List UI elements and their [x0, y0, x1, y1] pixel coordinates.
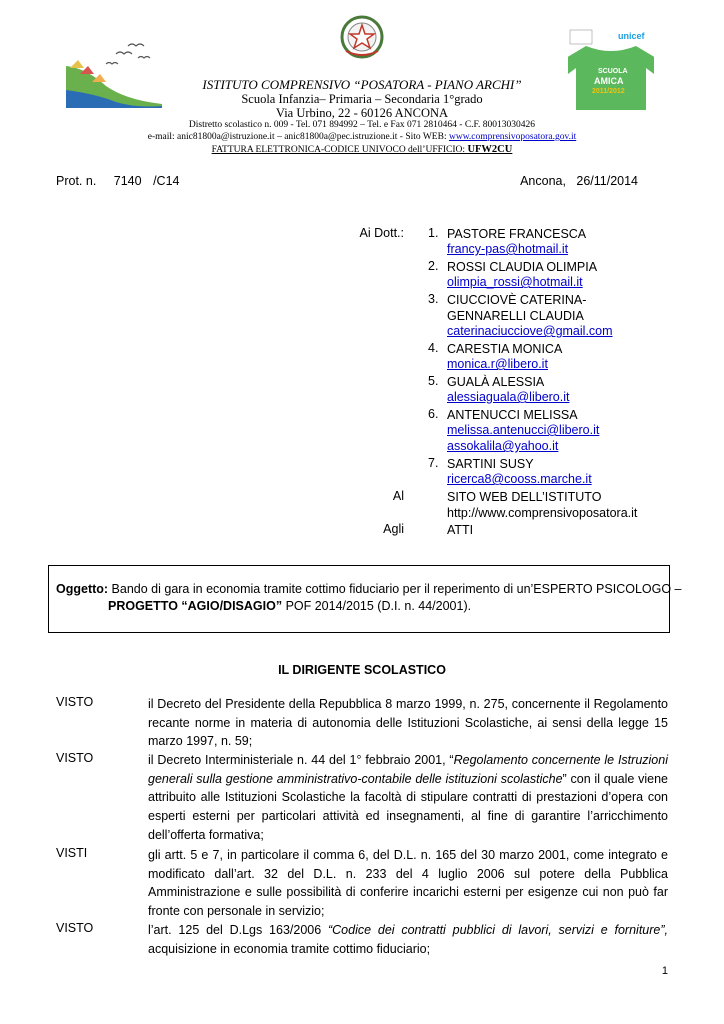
clause-label: VISTI — [56, 846, 88, 860]
clause-text-post: ” con il quale viene attribuito alle Istituzioni Scolastiche la facoltà di stipulare contratti di prestazioni d’opera con esperti esterni per particolari attività ed insegnamenti, al fine di garantire l’arricchimento dell’offerta formativa; — [148, 771, 668, 842]
protocol-number: 7140 — [113, 174, 142, 188]
recipient-name: ANTENUCCI MELISSA — [447, 408, 578, 422]
recipient-name: PASTORE FRANCESCA — [447, 227, 587, 241]
unicef-label: unicef — [618, 31, 645, 41]
recipient-num: 7. — [428, 456, 439, 470]
clause-label: VISTO — [56, 751, 94, 765]
recipient-email[interactable]: alessiaguala@libero.it — [447, 390, 570, 404]
website-link[interactable]: www.comprensivoposatora.gov.it — [448, 132, 577, 142]
clause-text-pre: il Decreto Interministeriale n. 44 del 1° febbraio 2001, “ — [148, 753, 454, 767]
recipient-name: GUALÀ ALESSIA — [447, 375, 545, 389]
school-levels: Scuola Infanzia– Primaria – Secondaria 1°grado — [241, 92, 483, 106]
badge-line-2: AMICA — [594, 76, 624, 86]
recipient-email[interactable]: caterinaciucciove@gmail.com — [447, 324, 613, 338]
recipient-email[interactable]: monica.r@libero.it — [447, 357, 548, 371]
school-address: Via Urbino, 22 - 60126 ANCONA — [275, 106, 449, 120]
school-email-line — [0, 132, 724, 142]
recipient-num: 2. — [428, 259, 439, 273]
protocol-suffix: /C14 — [153, 174, 180, 188]
subject-project: PROGETTO “AGIO/DISAGIO” — [108, 599, 283, 613]
section-title: IL DIRIGENTE SCOLASTICO — [278, 663, 446, 677]
subject-line-2 — [108, 599, 471, 613]
clause-label: VISTO — [56, 921, 94, 935]
subject-text-rest: POF 2014/2015 (D.I. n. 44/2001). — [282, 599, 472, 613]
recipient-email[interactable]: ricerca8@cooss.marche.it — [447, 472, 592, 486]
school-district-contacts: Distretto scolastico n. 009 - Tel. 071 894992 – Tel. e Fax 071 2810464 - C.F. 80013030426 — [188, 120, 536, 130]
protocol-label: Prot. n. — [56, 174, 97, 188]
clause-text: gli artt. 5 e 7, in particolare il comma 6, del D.L. n. 165 del 30 marzo 2001, come integrato e modificato dall’art. 32 del D.L. n. 233 del 4 luglio 2006 sul potere della Pubblica Amministrazione e sulle possibilità di conferire incarichi esterni per esigenze cui non può far fronte con personale in servizio; — [148, 848, 668, 919]
clause-text-post: acquisizione in economia tramite cottimo fiduciario; — [148, 941, 431, 956]
recipient-name: CIUCCIOVÈ CATERINA- — [447, 293, 587, 307]
clause-text — [148, 921, 668, 958]
date-line: Ancona, 26/11/2014 — [520, 174, 638, 188]
recipients-label-al: Al — [392, 489, 404, 503]
badge-line-3: 2011/2012 — [592, 88, 625, 95]
invoice-code: UFW2CU — [467, 144, 513, 155]
recipients-label-ai: Ai Dott.: — [359, 226, 404, 240]
site-recipient-url: http://www.comprensivoposatora.it — [447, 506, 638, 520]
invoice-code-line — [0, 144, 724, 155]
school-name: ISTITUTO COMPRENSIVO “POSATORA - PIANO ARCHI” — [202, 77, 522, 92]
clause-text — [148, 751, 668, 845]
badge-line-1: SCUOLA — [598, 68, 628, 75]
clause-text-italic: “Codice dei contratti pubblici di lavori, servizi e forniture”, — [327, 923, 668, 937]
page-number: 1 — [661, 965, 668, 977]
recipient-email[interactable]: melissa.antenucci@libero.it — [447, 423, 600, 437]
recipient-email[interactable]: francy-pas@hotmail.it — [447, 242, 569, 256]
recipient-num: 6. — [428, 407, 439, 421]
recipient-num: 1. — [428, 226, 439, 240]
invoice-label: FATTURA ELETTRONICA-CODICE UNIVOCO dell’UFFICIO: — [211, 145, 468, 155]
recipient-name: CARESTIA MONICA — [447, 342, 563, 356]
recipient-name-cont: GENNARELLI CLAUDIA — [447, 309, 584, 323]
recipient-name: ROSSI CLAUDIA OLIMPIA — [447, 260, 598, 274]
subject-text: Bando di gara in economia tramite cottimo fiduciario per il reperimento di un’ESPERTO PSICOLOGO – — [108, 582, 682, 596]
email-addresses: e-mail: anic81800a@istruzione.it – anic81800a@pec.istruzione.it - Sito WEB: — [147, 132, 449, 142]
clause-text-italic: Regolamento concernente le Istruzioni generali sulla gestione amministrativo-contabile delle istituzioni scolastiche — [148, 753, 668, 786]
protocol-line — [56, 174, 179, 188]
clause-label: VISTO — [56, 695, 94, 709]
recipient-num: 3. — [428, 292, 439, 306]
recipient-num: 5. — [428, 374, 439, 388]
italian-republic-emblem — [340, 15, 384, 59]
clause-text: il Decreto del Presidente della Repubblica 8 marzo 1999, n. 275, concernente il Regolamento recante norme in materia di autonomia delle Istituzioni Scolastiche, ai sensi della legge 15 marzo 1997, n. 59; — [148, 697, 668, 749]
recipient-name: SARTINI SUSY — [447, 457, 534, 471]
recipient-email-alt[interactable]: assokalila@yahoo.it — [447, 439, 559, 453]
subject-line-1 — [56, 582, 682, 596]
clause-text-pre: l’art. 125 del D.Lgs 163/2006 — [148, 923, 328, 937]
recipient-num: 4. — [428, 341, 439, 355]
recipient-email[interactable]: olimpia_rossi@hotmail.it — [447, 275, 583, 289]
atti-recipient: ATTI — [447, 523, 474, 537]
site-recipient-label: SITO WEB DELL’ISTITUTO — [447, 490, 602, 504]
recipients-label-agli: Agli — [383, 522, 404, 536]
subject-label: Oggetto: — [56, 582, 109, 596]
